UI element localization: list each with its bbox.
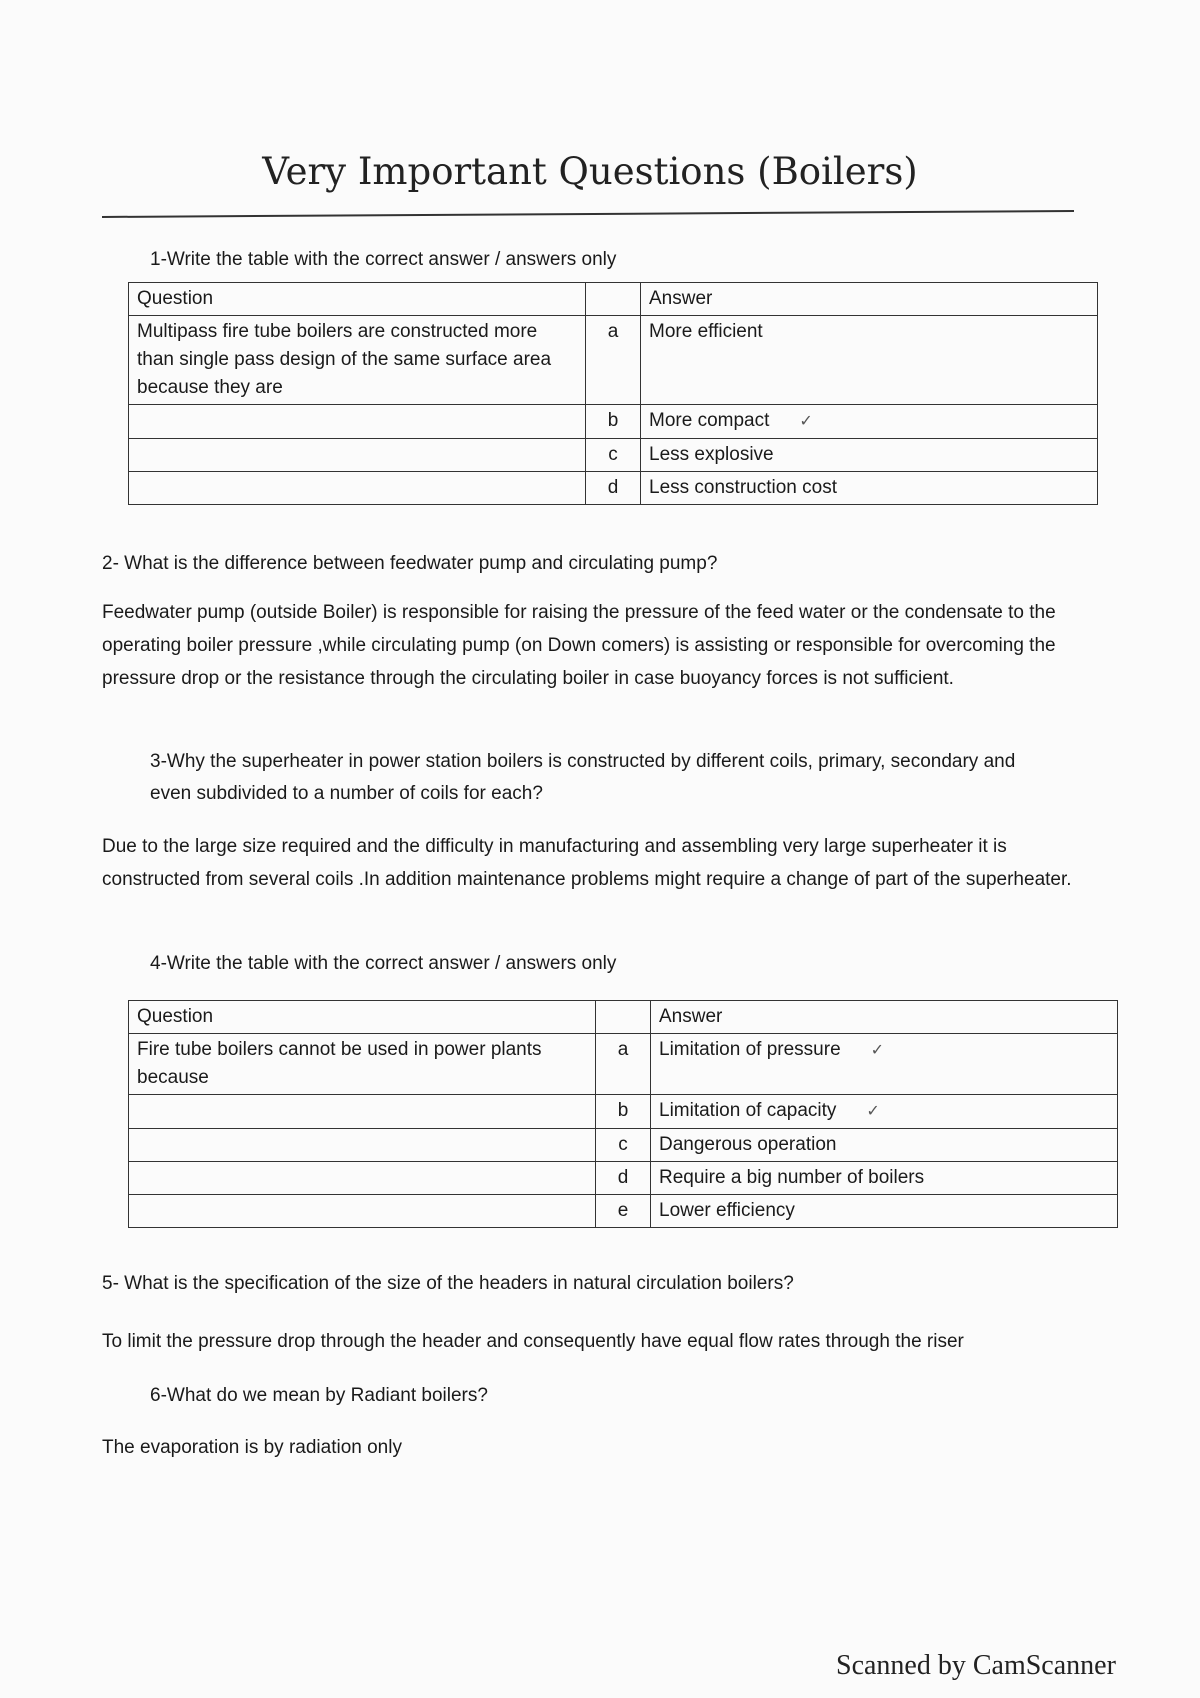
letter-header	[596, 1001, 651, 1034]
question-2-prompt: 2- What is the difference between feedwater pump and circulating pump?	[102, 553, 718, 574]
option-letter: a	[586, 316, 641, 405]
option-letter: a	[596, 1034, 651, 1095]
empty-cell	[129, 1162, 596, 1195]
question-text: Fire tube boilers cannot be used in power plants because	[129, 1034, 596, 1095]
option-text: More compact	[649, 410, 770, 431]
empty-cell	[129, 1095, 596, 1129]
empty-cell	[129, 1195, 596, 1228]
option-letter: c	[596, 1129, 651, 1162]
table-header-row	[129, 283, 1098, 316]
table-row	[129, 472, 1098, 505]
answer-header: Answer	[651, 1001, 1118, 1034]
option-text: Lower efficiency	[651, 1195, 1118, 1228]
option-letter: e	[596, 1195, 651, 1228]
option-letter: d	[586, 472, 641, 505]
check-mark-icon: ✓	[870, 1042, 885, 1059]
table-row	[129, 1195, 1118, 1228]
check-mark-icon: ✓	[799, 413, 813, 430]
empty-cell	[129, 472, 586, 505]
question-4-table	[128, 1000, 1118, 1228]
question-1-prompt: 1-Write the table with the correct answer / answers only	[150, 249, 617, 270]
option-letter: b	[586, 405, 641, 439]
empty-cell	[129, 405, 586, 439]
question-6-prompt: 6-What do we mean by Radiant boilers?	[150, 1385, 488, 1406]
option-cell	[651, 1034, 1118, 1095]
option-letter: c	[586, 439, 641, 472]
check-mark-icon: ✓	[866, 1103, 880, 1120]
question-4-prompt: 4-Write the table with the correct answer / answers only	[150, 953, 617, 974]
answer-header: Answer	[641, 283, 1098, 316]
option-text: Limitation of capacity	[659, 1100, 837, 1121]
table-row	[129, 1034, 1118, 1095]
table-row	[129, 316, 1098, 405]
question-1-table	[128, 282, 1098, 505]
option-text: Require a big number of boilers	[651, 1162, 1118, 1195]
table-row	[129, 405, 1098, 439]
page-title: Very Important Questions (Boilers)	[262, 150, 918, 193]
option-text: Less construction cost	[641, 472, 1098, 505]
question-text: Multipass fire tube boilers are constructed more than single pass design of the same surface area because they are	[129, 316, 586, 405]
table-row	[129, 439, 1098, 472]
option-letter: d	[596, 1162, 651, 1195]
empty-cell	[129, 439, 586, 472]
table-row	[129, 1162, 1118, 1195]
letter-header	[586, 283, 641, 316]
option-text: Limitation of pressure	[659, 1039, 841, 1060]
question-2-answer: Feedwater pump (outside Boiler) is responsible for raising the pressure of the feed water or the condensate to the operating boiler pressure ,while circulating pump (on Down comers) is assisting or responsible for overcoming the pressure drop or the resistance through the circulating boiler in case buoyancy forces is not sufficient.	[102, 602, 1056, 689]
question-6-answer: The evaporation is by radiation only	[102, 1437, 402, 1458]
question-3-answer: Due to the large size required and the difficulty in manufacturing and assembling very large superheater it is constructed from several coils .In addition maintenance problems might require a change of part of the superheater.	[102, 836, 1072, 890]
table-row	[129, 1095, 1118, 1129]
question-header: Question	[129, 283, 586, 316]
option-text: More efficient	[641, 316, 1098, 405]
question-header: Question	[129, 1001, 596, 1034]
option-cell	[651, 1095, 1118, 1129]
empty-cell	[129, 1129, 596, 1162]
question-5-answer: To limit the pressure drop through the header and consequently have equal flow rates through the riser	[102, 1331, 964, 1352]
option-cell	[641, 405, 1098, 439]
option-text: Less explosive	[641, 439, 1098, 472]
option-text: Dangerous operation	[651, 1129, 1118, 1162]
question-3-prompt: 3-Why the superheater in power station boilers is constructed by different coils, primary, secondary and even subdivided to a number of coils for each?	[150, 751, 1016, 804]
title-underline	[102, 210, 1074, 218]
table-header-row	[129, 1001, 1118, 1034]
question-5-prompt: 5- What is the specification of the size of the headers in natural circulation boilers?	[102, 1273, 794, 1294]
option-letter: b	[596, 1095, 651, 1129]
table-row	[129, 1129, 1118, 1162]
scanner-watermark: Scanned by CamScanner	[836, 1650, 1116, 1681]
